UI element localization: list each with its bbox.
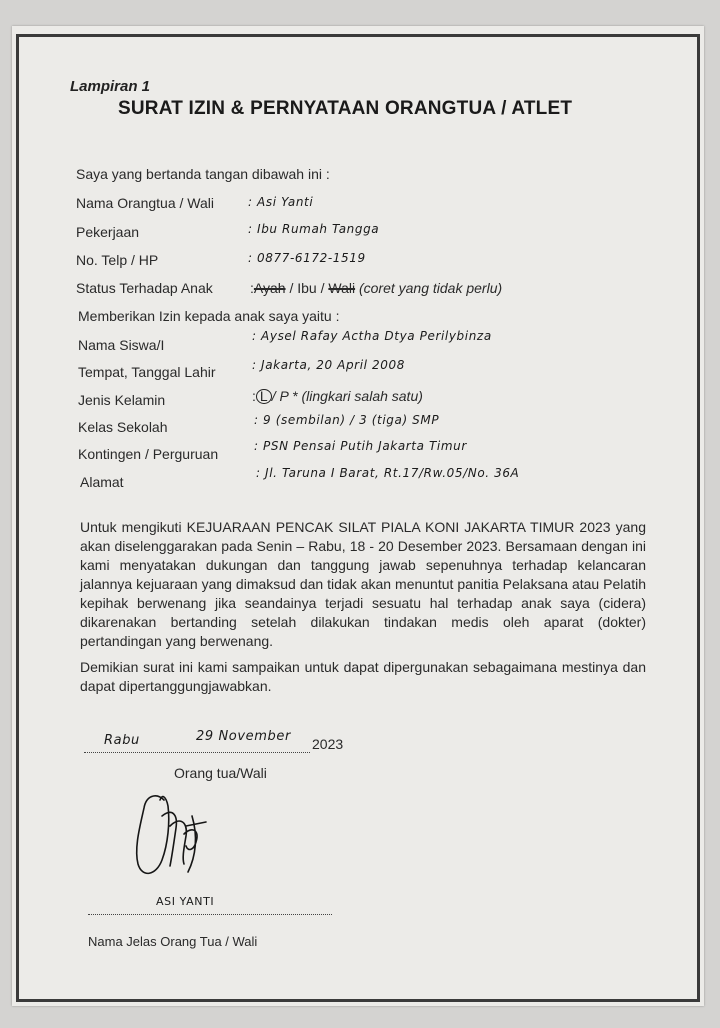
- field-label-status: Status Terhadap Anak: [76, 280, 213, 296]
- field-label-phone: No. Telp / HP: [76, 252, 159, 268]
- field-value-occupation: : Ibu Rumah Tangga: [248, 222, 380, 236]
- date-dotted-line: [84, 752, 310, 753]
- permission-intro: Memberikan Izin kepada anak saya yaitu :: [78, 308, 340, 324]
- status-note: (coret yang tidak perlu): [355, 280, 503, 296]
- field-label-contingent: Kontingen / Perguruan: [78, 446, 219, 462]
- status-options: :Ayah / Ibu / Wali (coret yang tidak perlu): [250, 280, 503, 296]
- field-value-class: : 9 (sembilan) / 3 (tiga) SMP: [254, 413, 440, 427]
- field-label-occupation: Pekerjaan: [76, 224, 140, 240]
- field-label-birth: Tempat, Tanggal Lahir: [78, 364, 216, 380]
- body-paragraph-1: Untuk mengikuti KEJUARAAN PENCAK SILAT PIALA KONI JAKARTA TIMUR 2023 yang akan diselenggarakan pada Senin – Rabu, 18 - 20 Desember 2023. Bersamaan dengan ini kami menyatakan dukungan dan tanggung jawab sepenuhnya terhadap kelancaran jalannya kejuaraan yang dimaksud dan tidak akan menuntut panitia Pelaksana atau Pelatih kepihak berwenang jika seandainya terjadi sesuatu hal terhadap anak saya (cidera) dikarenakan bertanding setelah dilakukan tindakan medis oleh aparat (dokter) pertandingan yang berwenang.: [80, 519, 646, 649]
- field-value-contingent: : PSN Pensai Putih Jakarta Timur: [254, 439, 467, 453]
- field-value-student-name: : Aysel Rafay Actha Dtya Perilybinza: [252, 329, 492, 343]
- event-name: KEJUARAAN PENCAK SILAT PIALA KONI JAKARTA TIMUR 2023: [186, 519, 611, 535]
- field-label-class: Kelas Sekolah: [78, 419, 168, 435]
- gender-selected-circle: L: [256, 389, 272, 404]
- signer-name: ASI YANTI: [156, 895, 215, 908]
- field-label-parent-name: Nama Orangtua / Wali: [76, 195, 214, 211]
- intro-text: Saya yang bertanda tangan dibawah ini :: [76, 166, 330, 182]
- field-value-phone: : 0877-6172-1519: [248, 251, 366, 265]
- document-title: SURAT IZIN & PERNYATAAN ORANGTUA / ATLET: [118, 98, 573, 119]
- field-value-birth: : Jakarta, 20 April 2008: [252, 358, 405, 372]
- status-option-ayah-struck: Ayah: [253, 280, 286, 296]
- field-label-gender: Jenis Kelamin: [78, 392, 166, 408]
- status-option-wali-struck: Wali: [328, 280, 356, 296]
- field-value-address: : Jl. Taruna I Barat, Rt.17/Rw.05/No. 36A: [256, 466, 520, 480]
- appendix-label: Lampiran 1: [70, 78, 151, 95]
- name-dotted-line: [88, 914, 332, 915]
- name-caption: Nama Jelas Orang Tua / Wali: [88, 934, 258, 949]
- body-paragraph-2: Demikian surat ini kami sampaikan untuk dapat dipergunakan sebagaimana mestinya dan dapat dipertanggungjawabkan.: [80, 659, 646, 694]
- date-year: 2023: [312, 736, 344, 752]
- gender-options: : L / P * (lingkari salah satu): [252, 388, 423, 404]
- field-label-address: Alamat: [80, 474, 124, 490]
- date-day-month: 29 November: [196, 729, 291, 744]
- handwritten-signature: [126, 786, 222, 886]
- field-label-student-name: Nama Siswa/I: [78, 337, 165, 353]
- field-value-parent-name: : Asi Yanti: [248, 195, 314, 209]
- date-day: Rabu: [104, 733, 140, 748]
- signer-role: Orang tua/Wali: [174, 765, 267, 781]
